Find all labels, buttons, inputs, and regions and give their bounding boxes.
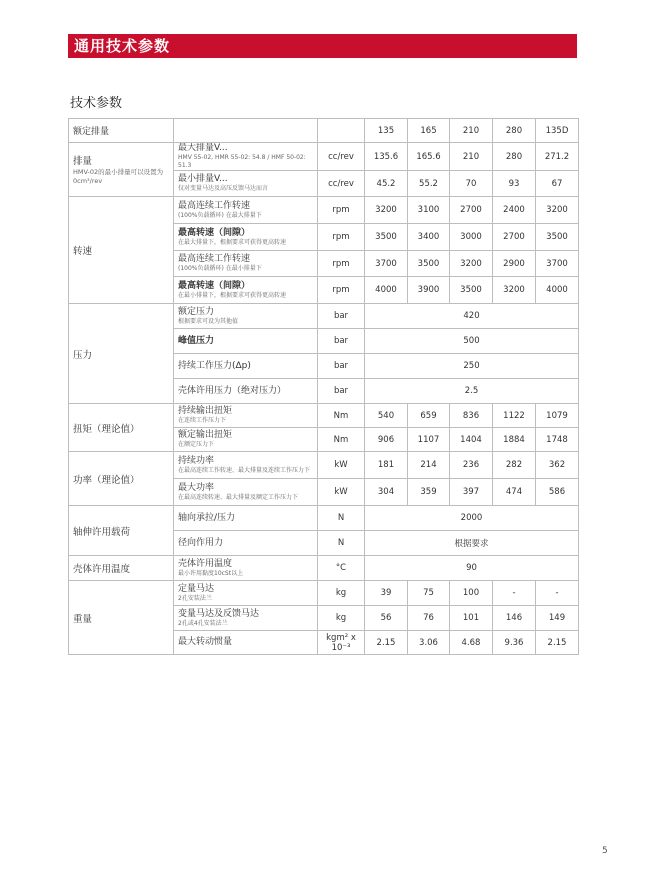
value-cell: 362 — [536, 452, 579, 479]
unit-cell: kW — [318, 452, 365, 479]
value-cell: 3200 — [450, 251, 493, 277]
param-title: 最大排量V... — [178, 143, 228, 153]
group-title: 重量 — [73, 613, 93, 625]
param-cell — [174, 171, 318, 197]
value-cell: 45.2 — [365, 171, 408, 197]
page-title: 通用技术参数 — [74, 37, 171, 55]
value-cell: 1122 — [493, 404, 536, 428]
value-cell: 4000 — [365, 277, 408, 304]
param-title: 壳体许用压力（绝对压力） — [178, 385, 287, 396]
param-cell — [174, 404, 318, 428]
value-cell: 210 — [450, 143, 493, 171]
param-title: 径向作用力 — [178, 537, 224, 548]
param-title: 最大转动惯量 — [178, 637, 233, 647]
table-row — [69, 404, 579, 428]
value-cell: 2.5 — [365, 379, 579, 404]
unit-cell: bar — [318, 379, 365, 404]
param-title: 最大功率 — [178, 482, 215, 493]
value-cell: 4.68 — [450, 631, 493, 655]
unit-cell: kg — [318, 606, 365, 631]
value-cell: 1884 — [493, 428, 536, 452]
value-cell: 55.2 — [408, 171, 450, 197]
value-cell: 304 — [365, 479, 408, 506]
value-cell: 359 — [408, 479, 450, 506]
value-cell: 9.36 — [493, 631, 536, 655]
value-cell: 39 — [365, 581, 408, 606]
param-cell — [174, 506, 318, 531]
table-row — [69, 556, 579, 581]
param-cell — [174, 631, 318, 655]
unit-cell: rpm — [318, 197, 365, 224]
table-row — [69, 581, 579, 606]
unit-cell: kg — [318, 581, 365, 606]
value-cell: 420 — [365, 304, 579, 329]
group-speed — [69, 197, 174, 304]
value-cell: 165.6 — [408, 143, 450, 171]
param-sub: 仅对变量马达及高压反馈马达而言 — [178, 185, 269, 192]
size-header: 165 — [408, 119, 450, 143]
unit-cell: Nm — [318, 428, 365, 452]
section-title: 技术参数 — [70, 96, 123, 111]
value-cell: 836 — [450, 404, 493, 428]
param-title: 定量马达 — [178, 583, 215, 594]
param-sub: 在最高连续工作转速、最大排量及连续工作压力下 — [178, 466, 311, 474]
value-cell: 2.15 — [536, 631, 579, 655]
value-cell: 1404 — [450, 428, 493, 452]
value-cell: 3200 — [536, 197, 579, 224]
value-cell: 67 — [536, 171, 579, 197]
value-cell: 3.06 — [408, 631, 450, 655]
value-cell: 2900 — [493, 251, 536, 277]
param-cell — [174, 224, 318, 251]
group-case-temp — [69, 556, 174, 581]
param-cell — [174, 452, 318, 479]
value-cell: 101 — [450, 606, 493, 631]
group-title: 扭矩（理论值） — [73, 423, 140, 435]
param-sub: 根据要求可设为其他值 — [178, 317, 239, 325]
nominal-label: 额定排量 — [69, 119, 174, 143]
value-cell: 3500 — [365, 224, 408, 251]
value-cell: 271.2 — [536, 143, 579, 171]
value-cell: 2700 — [450, 197, 493, 224]
value-cell: 280 — [493, 143, 536, 171]
table-row — [69, 452, 579, 479]
value-cell: 3500 — [450, 277, 493, 304]
param-sub: 在最大排量下，根据要求可获得更高转速 — [178, 238, 287, 246]
param-cell — [174, 143, 318, 171]
param-sub: (100%负载循环) 在最大排量下 — [178, 211, 262, 219]
param-title: 额定压力 — [178, 306, 215, 317]
value-cell: 3200 — [493, 277, 536, 304]
param-sub: 在连续工作压力下 — [178, 417, 227, 424]
value-cell: 2.15 — [365, 631, 408, 655]
unit-cell: kgm² x 10⁻³ — [318, 631, 365, 655]
param-cell — [174, 379, 318, 404]
param-cell — [174, 428, 318, 452]
header-banner — [68, 34, 577, 58]
param-sub: 在额定压力下 — [178, 441, 215, 448]
param-cell — [174, 581, 318, 606]
group-title: 排量 — [73, 156, 93, 167]
value-cell: 540 — [365, 404, 408, 428]
param-sub: (100%负载循环) 在最小排量下 — [178, 265, 262, 272]
table-row — [69, 304, 579, 329]
unit-cell: cc/rev — [318, 143, 365, 171]
value-cell: 2000 — [365, 506, 579, 531]
value-cell: 500 — [365, 329, 579, 354]
param-cell — [174, 329, 318, 354]
param-title: 最高连续工作转速 — [178, 254, 251, 264]
param-cell — [174, 479, 318, 506]
value-cell: 659 — [408, 404, 450, 428]
unit-cell: rpm — [318, 224, 365, 251]
size-header: 135D — [536, 119, 579, 143]
size-header: 210 — [450, 119, 493, 143]
param-title: 变量马达及反馈马达 — [178, 608, 260, 619]
value-cell: 2700 — [493, 224, 536, 251]
table-row-nominal — [69, 119, 579, 143]
size-header: 280 — [493, 119, 536, 143]
value-cell: 76 — [408, 606, 450, 631]
param-sub: 在最高连续转速、最大排量及额定工作压力下 — [178, 493, 299, 501]
value-cell: 135.6 — [365, 143, 408, 171]
param-title: 持续输出扭矩 — [178, 406, 233, 416]
value-cell: 90 — [365, 556, 579, 581]
param-title: 额定输出扭矩 — [178, 430, 233, 440]
group-title: 壳体许用温度 — [73, 564, 131, 575]
value-cell: 70 — [450, 171, 493, 197]
group-note: HMV-02的最小排量可以设置为0cm³/rev — [73, 168, 164, 185]
unit-cell: bar — [318, 354, 365, 379]
param-sub: HMV 55-02, HMR 55-02: 54.8 / HMF 50-02: 51.3 — [178, 154, 306, 169]
group-title: 转速 — [73, 246, 93, 257]
unit-cell: Nm — [318, 404, 365, 428]
param-cell — [174, 354, 318, 379]
param-title: 最高转速（间隙） — [178, 227, 251, 238]
page-number: 5 — [602, 846, 608, 856]
unit-cell: N — [318, 506, 365, 531]
group-title: 轴伸许用载荷 — [73, 526, 131, 538]
table-row — [69, 197, 579, 224]
unit-cell: N — [318, 531, 365, 556]
value-cell: 236 — [450, 452, 493, 479]
group-displacement — [69, 143, 174, 197]
value-cell: 3400 — [408, 224, 450, 251]
param-sub: 最小许用黏度10cSt以上 — [178, 569, 244, 577]
value-cell: 3100 — [408, 197, 450, 224]
value-cell: 250 — [365, 354, 579, 379]
value-cell: - — [536, 581, 579, 606]
value-cell: 56 — [365, 606, 408, 631]
group-title: 功率（理论值） — [73, 474, 140, 486]
unit-cell: rpm — [318, 277, 365, 304]
value-cell: 3700 — [536, 251, 579, 277]
param-cell — [174, 531, 318, 556]
group-torque — [69, 404, 174, 452]
param-title: 峰值压力 — [178, 335, 215, 346]
param-cell — [174, 197, 318, 224]
unit-cell: °C — [318, 556, 365, 581]
unit-cell: bar — [318, 329, 365, 354]
spec-table — [68, 118, 579, 655]
value-cell: 149 — [536, 606, 579, 631]
value-cell: 1107 — [408, 428, 450, 452]
unit-cell: rpm — [318, 251, 365, 277]
param-title: 壳体许用温度 — [178, 558, 233, 569]
value-cell: 3700 — [365, 251, 408, 277]
group-pressure — [69, 304, 174, 404]
value-cell: 1079 — [536, 404, 579, 428]
param-cell — [174, 606, 318, 631]
value-cell: 181 — [365, 452, 408, 479]
table-row — [69, 506, 579, 531]
param-title: 持续工作压力(Δp) — [178, 360, 251, 371]
param-title: 最高连续工作转速 — [178, 200, 251, 211]
value-cell: 474 — [493, 479, 536, 506]
param-title: 轴向承拉/压力 — [178, 512, 236, 523]
table-row — [69, 143, 579, 171]
value-cell: 146 — [493, 606, 536, 631]
group-title: 压力 — [73, 349, 93, 361]
param-sub: 在最小排量下，根据要求可获得更高转速 — [178, 291, 287, 299]
param-sub: 2孔安装法兰 — [178, 594, 212, 602]
unit-cell: bar — [318, 304, 365, 329]
value-cell: 100 — [450, 581, 493, 606]
param-cell — [174, 277, 318, 304]
value-cell: 2400 — [493, 197, 536, 224]
param-title: 最小排量V... — [178, 174, 228, 184]
value-cell: 75 — [408, 581, 450, 606]
value-cell: 根据要求 — [365, 531, 579, 556]
group-power — [69, 452, 174, 506]
param-sub: 2孔或4孔安装法兰 — [178, 619, 228, 627]
value-cell: 586 — [536, 479, 579, 506]
param-title: 最高转速（间隙） — [178, 280, 251, 291]
unit-cell: cc/rev — [318, 171, 365, 197]
value-cell: 3200 — [365, 197, 408, 224]
unit-cell: kW — [318, 479, 365, 506]
value-cell: 282 — [493, 452, 536, 479]
size-header: 135 — [365, 119, 408, 143]
value-cell: 3900 — [408, 277, 450, 304]
param-cell — [174, 556, 318, 581]
value-cell: 3000 — [450, 224, 493, 251]
value-cell: 3500 — [536, 224, 579, 251]
value-cell: - — [493, 581, 536, 606]
group-weight — [69, 581, 174, 655]
param-title: 持续功率 — [178, 455, 215, 466]
value-cell: 906 — [365, 428, 408, 452]
value-cell: 4000 — [536, 277, 579, 304]
value-cell: 93 — [493, 171, 536, 197]
param-cell — [174, 304, 318, 329]
param-cell — [174, 251, 318, 277]
value-cell: 214 — [408, 452, 450, 479]
value-cell: 397 — [450, 479, 493, 506]
value-cell: 3500 — [408, 251, 450, 277]
value-cell: 1748 — [536, 428, 579, 452]
group-shaft-load — [69, 506, 174, 556]
